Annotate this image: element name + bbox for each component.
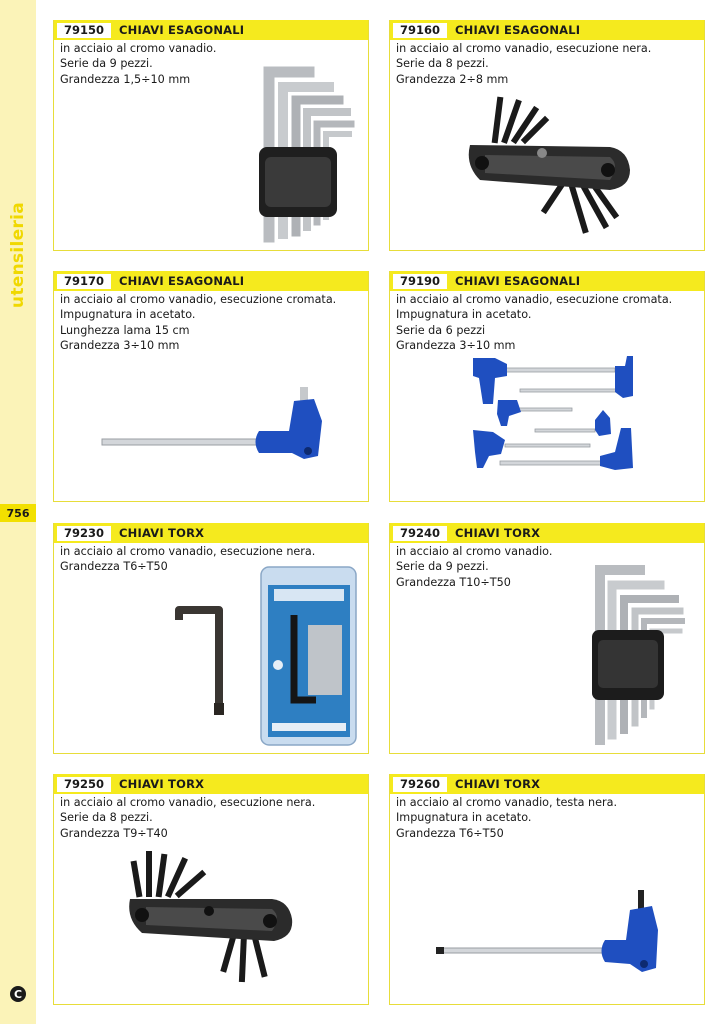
product-title: CHIAVI ESAGONALI bbox=[455, 274, 581, 288]
product-title: CHIAVI TORX bbox=[455, 777, 541, 791]
product-card-79240 bbox=[389, 523, 705, 754]
product-title: CHIAVI TORX bbox=[119, 526, 205, 540]
product-description: in acciaio al cromo vanadio, testa nera. Impugnatura in acetato. Grandezza T6÷T50 bbox=[396, 796, 618, 840]
product-description: in acciaio al cromo vanadio, esecuzione nera. Serie da 8 pezzi. Grandezza 2÷8 mm bbox=[396, 42, 652, 86]
card-header bbox=[54, 774, 368, 794]
product-code: 79240 bbox=[393, 526, 447, 541]
product-title: CHIAVI ESAGONALI bbox=[119, 23, 245, 37]
product-description: in acciaio al cromo vanadio. Serie da 9 pezzi. Grandezza 1,5÷10 mm bbox=[60, 42, 217, 86]
product-title: CHIAVI ESAGONALI bbox=[455, 23, 581, 37]
folding-hex-key-icon bbox=[460, 95, 640, 235]
folding-torx-key-icon bbox=[124, 849, 304, 989]
product-card-79170 bbox=[53, 271, 369, 502]
t-handle-hex-key-icon bbox=[94, 381, 334, 471]
t-handle-key-set-icon bbox=[465, 356, 640, 486]
card-header bbox=[390, 20, 704, 40]
product-card-79230 bbox=[53, 523, 369, 754]
product-description: in acciaio al cromo vanadio, esecuzione nera. Serie da 8 pezzi. Grandezza T9÷T40 bbox=[60, 796, 316, 840]
product-code: 79260 bbox=[393, 777, 447, 792]
product-title: CHIAVI ESAGONALI bbox=[119, 274, 245, 288]
torx-key-blister-icon bbox=[164, 565, 359, 747]
card-header bbox=[54, 20, 368, 40]
product-code: 79150 bbox=[57, 23, 111, 38]
torx-key-set-icon bbox=[580, 555, 690, 747]
product-title: CHIAVI TORX bbox=[455, 526, 541, 540]
product-code: 79160 bbox=[393, 23, 447, 38]
product-code: 79230 bbox=[57, 526, 111, 541]
product-card-79190 bbox=[389, 271, 705, 502]
card-header bbox=[390, 774, 704, 794]
product-card-79250 bbox=[53, 774, 369, 1005]
product-title: CHIAVI TORX bbox=[119, 777, 205, 791]
product-card-79260 bbox=[389, 774, 705, 1005]
card-header bbox=[54, 523, 368, 543]
card-header bbox=[390, 523, 704, 543]
page-number: 756 bbox=[0, 504, 36, 522]
product-code: 79190 bbox=[393, 274, 447, 289]
hex-key-set-icon bbox=[239, 52, 359, 247]
product-card-79150 bbox=[53, 20, 369, 251]
product-description: in acciaio al cromo vanadio. Serie da 9 pezzi. Grandezza T10÷T50 bbox=[396, 545, 553, 589]
section-label: utensileria bbox=[8, 201, 28, 309]
product-description: in acciaio al cromo vanadio, esecuzione cromata. Impugnatura in acetato. Lunghezza lama 15 cm Grandezza 3÷10 mm bbox=[60, 293, 337, 352]
brand-logo-icon: C bbox=[10, 986, 26, 1002]
card-header bbox=[54, 271, 368, 291]
product-description: in acciaio al cromo vanadio, esecuzione nera. Grandezza T6÷T50 bbox=[60, 545, 316, 574]
product-description: in acciaio al cromo vanadio, esecuzione cromata. Impugnatura in acetato. Serie da 6 pezzi Grandezza 3÷10 mm bbox=[396, 293, 673, 352]
product-code: 79170 bbox=[57, 274, 111, 289]
card-header bbox=[390, 271, 704, 291]
t-handle-torx-key-icon bbox=[430, 884, 670, 979]
product-card-79160 bbox=[389, 20, 705, 251]
product-code: 79250 bbox=[57, 777, 111, 792]
